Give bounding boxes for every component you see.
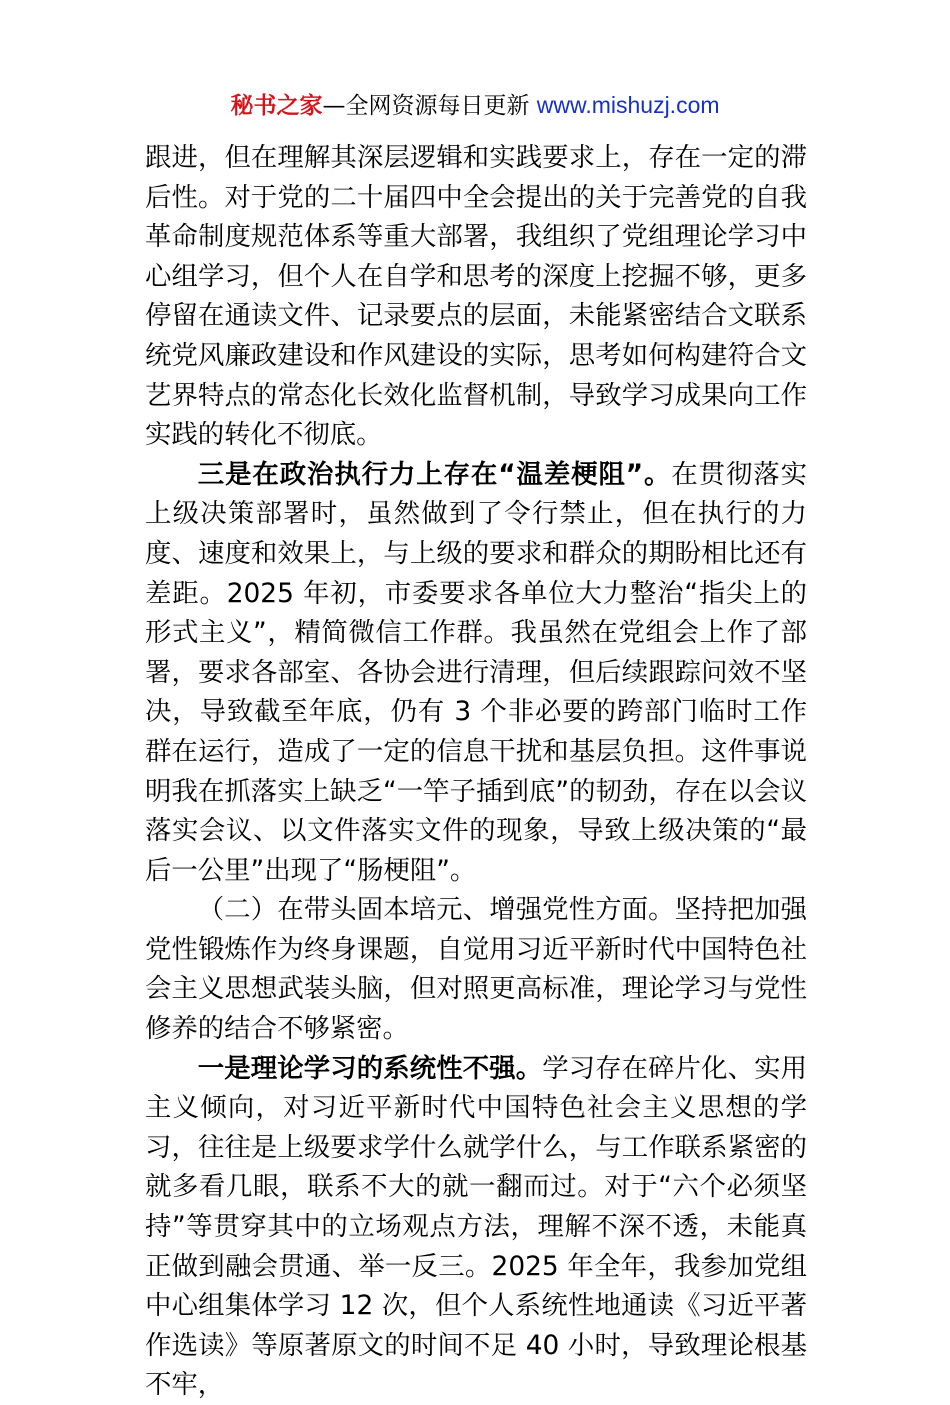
paragraph-text: 学习存在碎片化、实用主义倾向，对习近平新时代中国特色社会主义思想的学习，往往是上级要求学什么就学什么，与工作联系紧密的就多看几眼，联系不大的就一翻而过。对于“六个必须坚持”等贯穿其中的立场观点方法，理解不深不透，未能真正做到融会贯通、举一反三。2025 年全年，我参加党组中心组集体学习 12 次，但个人系统性地通读《习近平著作选读》等原著原文的时间不足 40 小时，导致理论根基不牢， bbox=[145, 1052, 808, 1401]
paragraph-text: 在贯彻落实上级决策部署时，虽然做到了令行禁止，但在执行的力度、速度和效果上，与上级的要求和群众的期盼相比还有差距。2025 年初，市委要求各单位大力整治“指尖上的形式主义”，精简微信工作群。我虽然在党组会上作了部署，要求各部室、各协会进行清理，但后续跟踪问效不坚决，导致截至年底，仍有 3 个非必要的跨部门临时工作群在运行，造成了一定的信息干扰和基层负担。这件事说明我在抓落实上缺乏“一竿子插到底”的韧劲，存在以会议落实会议、以文件落实文件的现象，导致上级决策的“最后一公里”出现了“肠梗阻”。 bbox=[145, 458, 807, 886]
header-tagline: —全网资源每日更新 bbox=[322, 93, 537, 119]
paragraph-section-two: （二）在带头固本培元、增强党性方面。坚持把加强党性锻炼作为终身课题，自觉用习近平新时代中国特色社会主义思想武装头脑，但对照更高标准，理论学习与党性修养的结合不够紧密。 bbox=[145, 894, 807, 1045]
website-link[interactable]: www.mishuzj.com bbox=[536, 92, 720, 118]
document-body bbox=[145, 138, 807, 1405]
page-header bbox=[0, 88, 950, 123]
paragraph-political-execution bbox=[145, 455, 807, 891]
paragraph-continued: 跟进，但在理解其深层逻辑和实践要求上，存在一定的滞后性。对于党的二十届四中全会提出的关于完善党的自我革命制度规范体系等重大部署，我组织了党组理论学习中心组学习，但个人在自学和思考的深度上挖掘不够，更多停留在通读文件、记录要点的层面，未能紧密结合文联系统党风廉政建设和作风建设的实际，思考如何构建符合文艺界特点的常态化长效化监督机制，导致学习成果向工作实践的转化不彻底。 bbox=[145, 142, 807, 451]
brand-name: 秘书之家 bbox=[230, 93, 323, 119]
paragraph-heading: 一是理论学习的系统性不强。 bbox=[197, 1052, 543, 1084]
paragraph-heading: 三是在政治执行力上存在“温差梗阻”。 bbox=[197, 458, 672, 490]
paragraph-theory-study bbox=[145, 1049, 807, 1405]
